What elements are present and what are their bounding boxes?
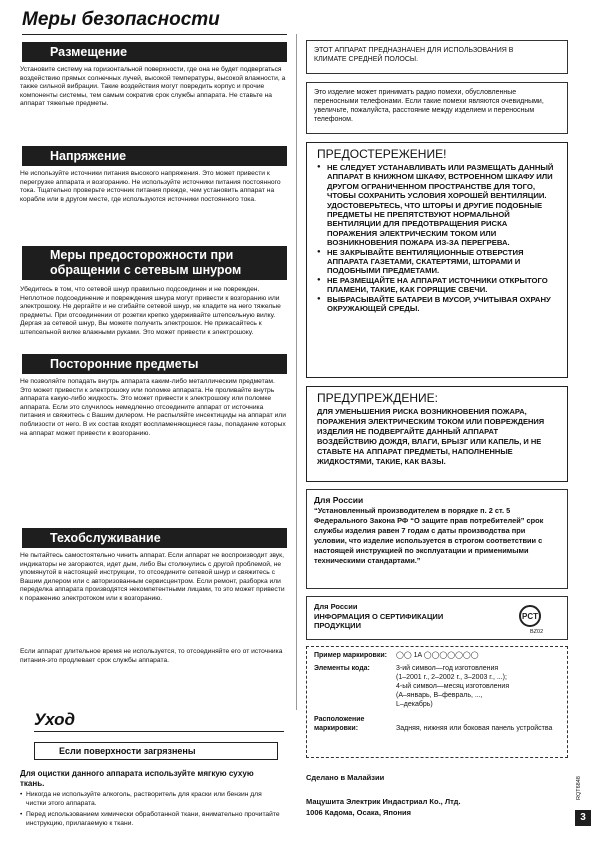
care-heading: Уход [34,710,76,729]
document-code: RQT6848 [576,776,582,800]
marking-location-label-1: Расположение [314,716,365,723]
marking-location-row [314,715,560,733]
pct-logo-text: PCT [522,612,538,621]
marking-code-row [314,664,560,709]
page-title: Меры безопасности [22,8,287,35]
caution-box [306,142,568,378]
section-heading-placement: Размещение [22,42,287,62]
section-text-long-unused: Если аппарат длительное время не используется, то отсоединяйте его от источника питания-это продлевает срок службы аппарата. [20,648,283,664]
caution-item: ● ВЫБРАСЫВАЙТЕ БАТАРЕИ В МУСОР, УЧИТЫВАЯ ОХРАНУ ОКРУЖАЮЩЕЙ СРЕДЫ. [327,295,559,314]
care-bullet-2 [20,811,282,828]
marking-example-label: Пример маркировки: [314,652,387,659]
warning-title: ПРЕДУПРЕЖДЕНИЕ: [317,391,438,405]
marking-code-lines [396,664,509,709]
marking-code-line: 3-ий символ—год изготовления [396,665,499,672]
russia-certification-line1: ИНФОРМАЦИЯ О СЕРТИФИКАЦИИ [314,611,444,621]
page-number: 3 [575,810,591,826]
marking-location-value: Задняя, нижняя или боковая панель устройства [396,725,553,732]
section-text-maintenance: Не пытайтесь самостоятельно чинить аппарат. Если аппарат не воспроизводит звук, индикаторы не загораются, идет дым, либо Вы столкнулись с другой проблемой, не упомянутой в настоящей инструкции, то отсоедините сетевой шнур и свяжитесь с Вашим дилером или с авторизованным сервисцентром. Если ремонт, разборка или переделка аппарата производятся некомпетентными лицами, то это может привести к поражению электротоком или к возгоранию. [20,552,285,602]
section-heading-foreign-objects: Посторонние предметы [22,354,287,374]
caution-item: ● НЕ ЗАКРЫВАЙТЕ ВЕНТИЛЯЦИОННЫЕ ОТВЕРСТИЯ АППАРАТА ГАЗЕТАМИ, СКАТЕРТЯМИ, ШТОРАМИ И ПОДОБНЫМИ ПРЕДМЕТАМИ. [327,248,559,276]
caution-item: ● НЕ СЛЕДУЕТ УСТАНАВЛИВАТЬ ИЛИ РАЗМЕЩАТЬ ДАННЫЙ АППАРАТ В КНИЖНОМ ШКАФУ, ВСТРОЕННОМ ШКАФУ ИЛИ ДРУГОМ ОГРАНИЧЕННОМ ПРОСТРАНСТВЕ ДЛЯ ТОГО, ЧТОБЫ СОХРАНИТЬ УСЛОВИЯ ХОРОШЕЙ ВЕНТИЛЯЦИИ. УДОСТОВЕРЬТЕСЬ, ЧТО ШТОРЫ И ДРУГИЕ ПОДОБНЫЕ ПРЕДМЕТЫ НЕ ПРЕПЯТСТВУЮТ НОРМАЛЬНОЙ ВЕНТИЛЯЦИИ ДЛЯ ПРЕДОТВРАЩЕНИЯ РИСКА ПОРАЖЕНИЯ ЭЛЕКТРИЧЕСКИМ ТОКОМ ИЛИ ВОЗНИКНОВЕНИЯ ПОЖАРА ИЗ-ЗА ПЕРЕГРЕВА. [327,163,559,248]
section-heading-power-cord-line1: Меры предосторожности при [50,248,234,262]
climate-notice: ЭТОТ АППАРАТ ПРЕДНАЗНАЧЕН ДЛЯ ИСПОЛЬЗОВАНИЯ В КЛИМАТЕ СРЕДНЕЙ ПОЛОСЫ. [306,40,568,74]
care-lead-text: Для оцистки данного аппарата используйте мягкую сухую ткань. [20,769,254,788]
radio-interference-notice: Это изделие может приниматъ радио помехи, обусловленные переносными телефонами. Если такие помехи являются очевидными, увеличьте, пожалуйста, расстояние между изделием и переносным телефоном. [306,82,568,134]
section-heading-voltage: Напряжение [22,146,287,166]
marking-example-value: ◯◯ 1A ◯◯◯◯◯◯◯ [396,652,479,659]
russia-service-life-text: “Установленный производителем в порядке п. 2 ст. 5 Федерального Закона РФ “О защите прав потребителей” срок службы изделия равен 7 годам с даты производства при условии, что изделие используется в строгом соответствии с настоящей инструкцией по эксплуатации и применимыми техническими стандартами.” [314,506,544,565]
marking-code-line: 4-ый символ—месяц изготовления [396,683,510,690]
care-subheading: Если поверхности загрязнены [34,742,278,760]
bullet-icon: • [20,791,23,798]
marking-location-label [314,715,396,733]
marking-box [306,646,568,758]
column-divider [296,34,297,710]
care-bullet-2-text: Перед использованием химически обработанной ткани, внимательно прочитайте инструкцию, прилагаемую к ткани. [26,811,280,827]
warning-text: ДЛЯ УМЕНЬШЕНИЯ РИСКА ВОЗНИКНОВЕНИЯ ПОЖАРА, ПОРАЖЕНИЯ ЭЛЕКТРИЧЕСКИМ ТОКОМ ИЛИ ПОВРЕЖДЕНИЯ ИЗДЕЛИЯ НЕ ПОДВЕРГАЙТЕ ДАННЫЙ АППАРАТ ВОЗДЕЙСТВИЮ ДОЖДЯ, ВЛАГИ, БРЫЗГ ИЛИ КАПЕЛЬ, И НЕ СТАВЬТЕ НА АППАРАТ ПРЕДМЕТЫ, НАПОЛНЕННЫЕ ЖИДКОСТЯМИ, ТАКИЕ, КАК ВАЗЫ. [317,407,545,466]
pct-certification-logo [519,605,551,627]
section-heading-maintenance: Техобслуживание [22,528,287,548]
marking-location-label-2: маркировки: [314,725,359,732]
section-text-foreign-objects: Не позволяйте попадать внутрь аппарата каким-либо металлическим предметам. Это может привести к электрошоку или поломке аппарата. Не проливайте внутрь аппарата какую-либо жидкость. Это может привести к электрошоку или поломке аппарата. Если это случилось немедленно отсоедините аппарат от источника питания и свяжитесь с Вашим дилером. Не распыляйте инсектициды на аппарат или поблизости от него. В их состав входят воспламеняющиеся газы, попадание которых на аппарат может привести к возгоранию. [20,378,286,437]
section-text-placement: Установите систему на горизонтальной поверхности, где она не будет подвергаться воздействию прямых солнечных лучей, высокой температуры, высокой влажности, а также сильной вибрации. Такие воздействия могут повредить корпус и прочие компоненты системы, тем самым сократив срок службы аппарата. Не ставьте на аппарат тяжелые предметы. [20,66,286,108]
caution-item: ● НЕ РАЗМЕЩАЙТЕ НА АППАРАТ ИСТОЧНИКИ ОТКРЫТОГО ПЛАМЕНИ, ТАКИЕ, КАК ГОРЯЩИЕ СВЕЧИ. [327,276,559,295]
marking-code-label: Элементы кода: [314,665,370,672]
care-bullet-1 [20,791,282,808]
section-heading-power-cord-line2: обращении с сетевым шнуром [50,263,242,277]
marking-code-line: (1–2001 г., 2–2002 г., 3–2003 г., ...); [396,674,507,681]
section-text-voltage: Не используйте источники питания высокого напряжения. Это может привести к перегрузке аппарата и возгоранию. Не используйте источники питания постоянного тока. Тщательно проверьте источник питания прежде, чем установить аппарат на корабле или в другом месте, где используются источники постоянного тока. [20,170,281,203]
russia-service-life-box [306,489,568,589]
marking-example-row [314,651,560,660]
russia-service-life-title: Для России [314,495,364,505]
made-in: Сделано в Малайзии [306,773,385,782]
section-heading-power-cord [22,246,287,280]
russia-certification-title: Для России [314,602,358,611]
care-heading-underline [34,731,284,732]
section-text-power-cord: Убедитесь в том, что сетевой шнур правильно подсоединен и не поврежден. Неплотное подсоединение и повреждения шнура могут привести к возгоранию или электрошоку. Не дергайте и не сгибайте сетевой шнур, не кладите на него тяжелые предметы. При отсоединении от розетки крепко удерживайте штепсельную вилку. Дергая за сетевой шнур, Вы можете получить электрошок. Не прикасайтесь к штепсельной вилке влажными руками. Это может привести к электрошоку. [20,286,281,336]
russia-certification-line2: ПРОДУКЦИИ [314,621,361,630]
care-bullet-1-text: Никогда не используйте алкоголь, растворитель для краски или бензин для чистки этого аппарата. [26,791,262,807]
warning-box [306,386,568,482]
bullet-icon: • [20,811,23,818]
company-name: Мацушита Электрик Индастриал Ко., Лтд. [306,797,461,806]
marking-code-line: L–декабрь) [396,701,433,708]
caution-list [317,163,559,314]
company-address: 1006 Кадома, Осака, Япония [306,808,412,817]
caution-title: ПРЕДОСТЕРЕЖЕНИЕ! [317,147,447,161]
marking-code-line: (A–январь, B–февраль, ..., [396,692,483,699]
certification-code: BZ02 [530,629,544,635]
